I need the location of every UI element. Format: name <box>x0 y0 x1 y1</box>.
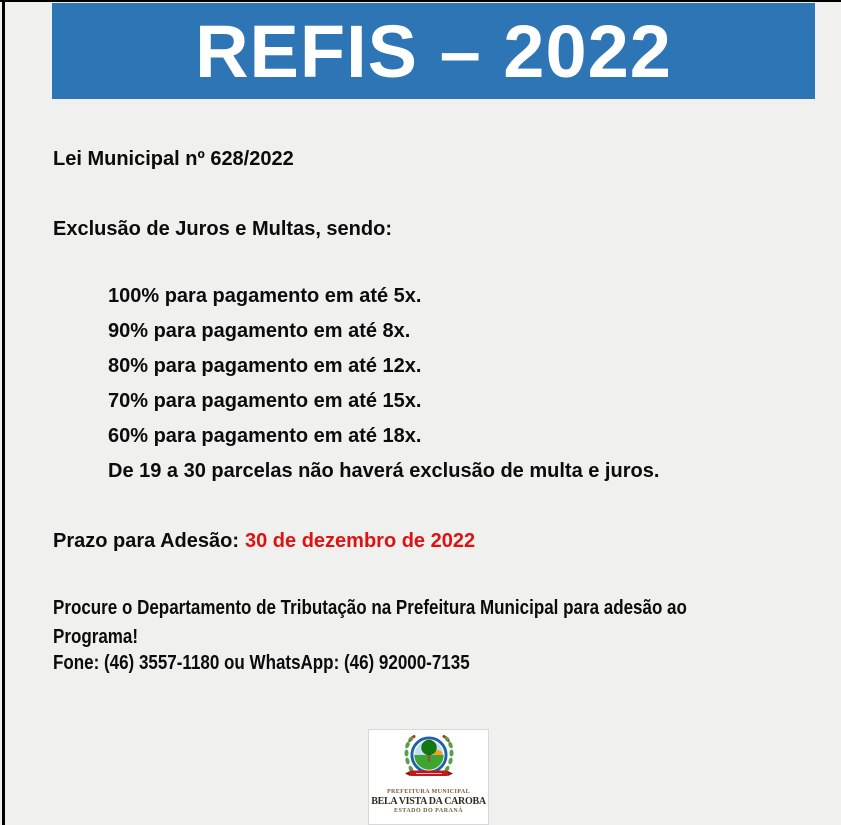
intro-line: Exclusão de Juros e Multas, sendo: <box>53 218 392 240</box>
municipality-logo <box>368 729 489 825</box>
discount-item-no-exclusion: De 19 a 30 parcelas não haverá exclusão de multa e juros. <box>108 460 660 482</box>
title-banner <box>52 3 815 99</box>
coat-of-arms-icon <box>398 731 460 789</box>
phone-line: Fone: (46) 3557-1180 ou WhatsApp: (46) 92000-7135 <box>53 652 470 674</box>
discount-item-60: 60% para pagamento em até 18x. <box>108 425 422 447</box>
discount-list <box>108 279 659 489</box>
logo-line-municipality-name: BELA VISTA DA CAROBA <box>371 796 486 807</box>
cta-paragraph: Procure o Departamento de Tributação na Prefeitura Municipal para adesão ao Programa! <box>53 597 687 648</box>
discount-item-100: 100% para pagamento em até 5x. <box>108 285 422 307</box>
logo-line-state: ESTADO DO PARANÁ <box>393 808 464 814</box>
deadline-date: 30 de dezembro de 2022 <box>245 530 476 552</box>
law-reference: Lei Municipal nº 628/2022 <box>53 148 294 170</box>
page-title: REFIS – 2022 <box>195 9 672 93</box>
discount-item-90: 90% para pagamento em até 8x. <box>108 320 411 342</box>
deadline-line <box>53 528 475 554</box>
logo-line-prefeitura: PREFEITURA MUNICIPAL <box>386 789 471 795</box>
left-border <box>2 0 5 825</box>
discount-item-70: 70% para pagamento em até 15x. <box>108 390 422 412</box>
deadline-label: Prazo para Adesão: <box>53 530 239 552</box>
top-border <box>0 0 841 2</box>
discount-item-80: 80% para pagamento em até 12x. <box>108 355 422 377</box>
